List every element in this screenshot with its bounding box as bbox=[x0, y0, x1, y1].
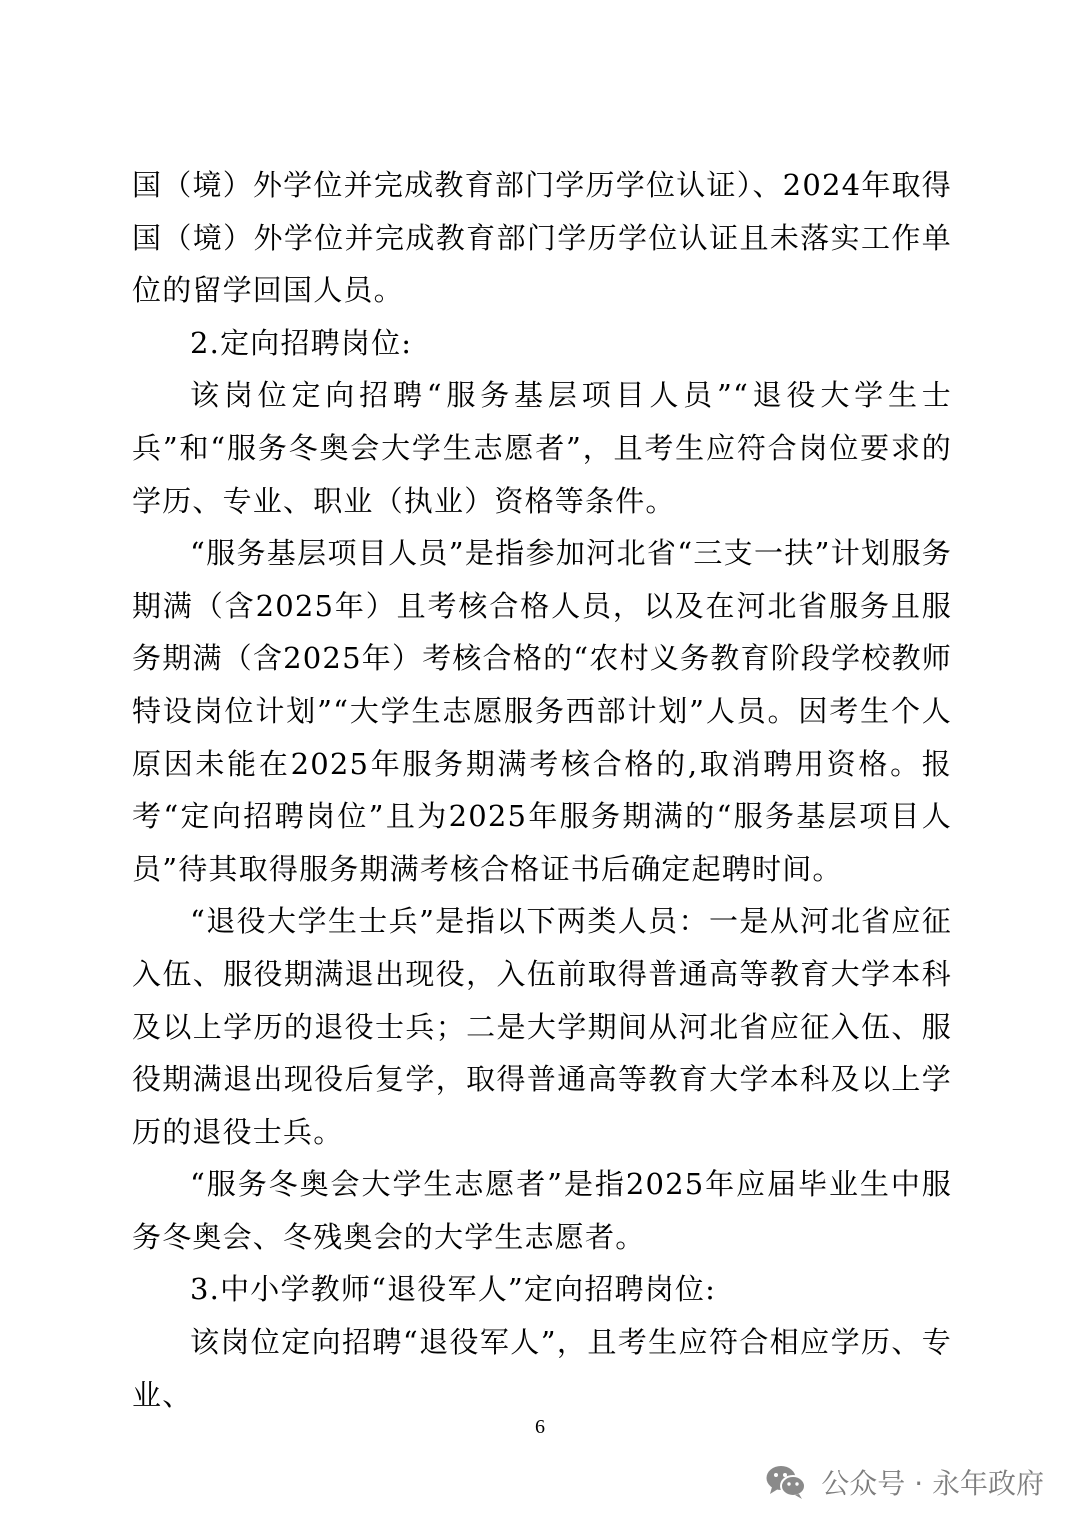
section-heading-3: 3.中小学教师“退役军人”定向招聘岗位: bbox=[190, 1272, 717, 1307]
section-heading-2: 2.定向招聘岗位: bbox=[190, 325, 413, 360]
page-number: 6 bbox=[535, 1416, 545, 1438]
document-body bbox=[132, 159, 952, 1421]
paragraph-grassroots-personnel: “服务基层项目人员”是指参加河北省“三支一扶”计划服务期满（含2025年）且考核合格人员，以及在河北省服务且服务期满（含2025年）考核合格的“农村义务教育阶段学校教师特设岗位计划”“大学生志愿服务西部计划”人员。因考生个人原因未能在2025年服务期满考核合格的,取消聘用资格。报考“定向招聘岗位”且为2025年服务期满的“服务基层项目人员”待其取得服务期满考核合格证书后确定起聘时间。 bbox=[132, 536, 952, 886]
paragraph-olympic-volunteers: “服务冬奥会大学生志愿者”是指2025年应届毕业生中服务冬奥会、冬残奥会的大学生志愿者。 bbox=[132, 1167, 952, 1254]
paragraph-continuation: 国（境）外学位并完成教育部门学历学位认证）、2024年取得国（境）外学位并完成教育部门学历学位认证且未落实工作单位的留学回国人员。 bbox=[132, 168, 952, 308]
account-watermark bbox=[765, 1456, 1044, 1508]
watermark-text: 公众号 · 永年政府 bbox=[821, 1467, 1044, 1500]
paragraph-veterans: 该岗位定向招聘“退役军人”，且考生应符合相应学历、专业、 bbox=[132, 1325, 952, 1412]
wechat-icon bbox=[765, 1463, 807, 1501]
paragraph-veteran-students: “退役大学生士兵”是指以下两类人员：一是从河北省应征入伍、服役期满退出现役，入伍前取得普通高等教育大学本科及以上学历的退役士兵；二是大学期间从河北省应征入伍、服役期满退出现役后复学，取得普通高等教育大学本科及以上学历的退役士兵。 bbox=[132, 904, 952, 1149]
paragraph-targeted-positions: 该岗位定向招聘“服务基层项目人员”“退役大学生士兵”和“服务冬奥会大学生志愿者”，且考生应符合岗位要求的学历、专业、职业（执业）资格等条件。 bbox=[132, 378, 952, 518]
